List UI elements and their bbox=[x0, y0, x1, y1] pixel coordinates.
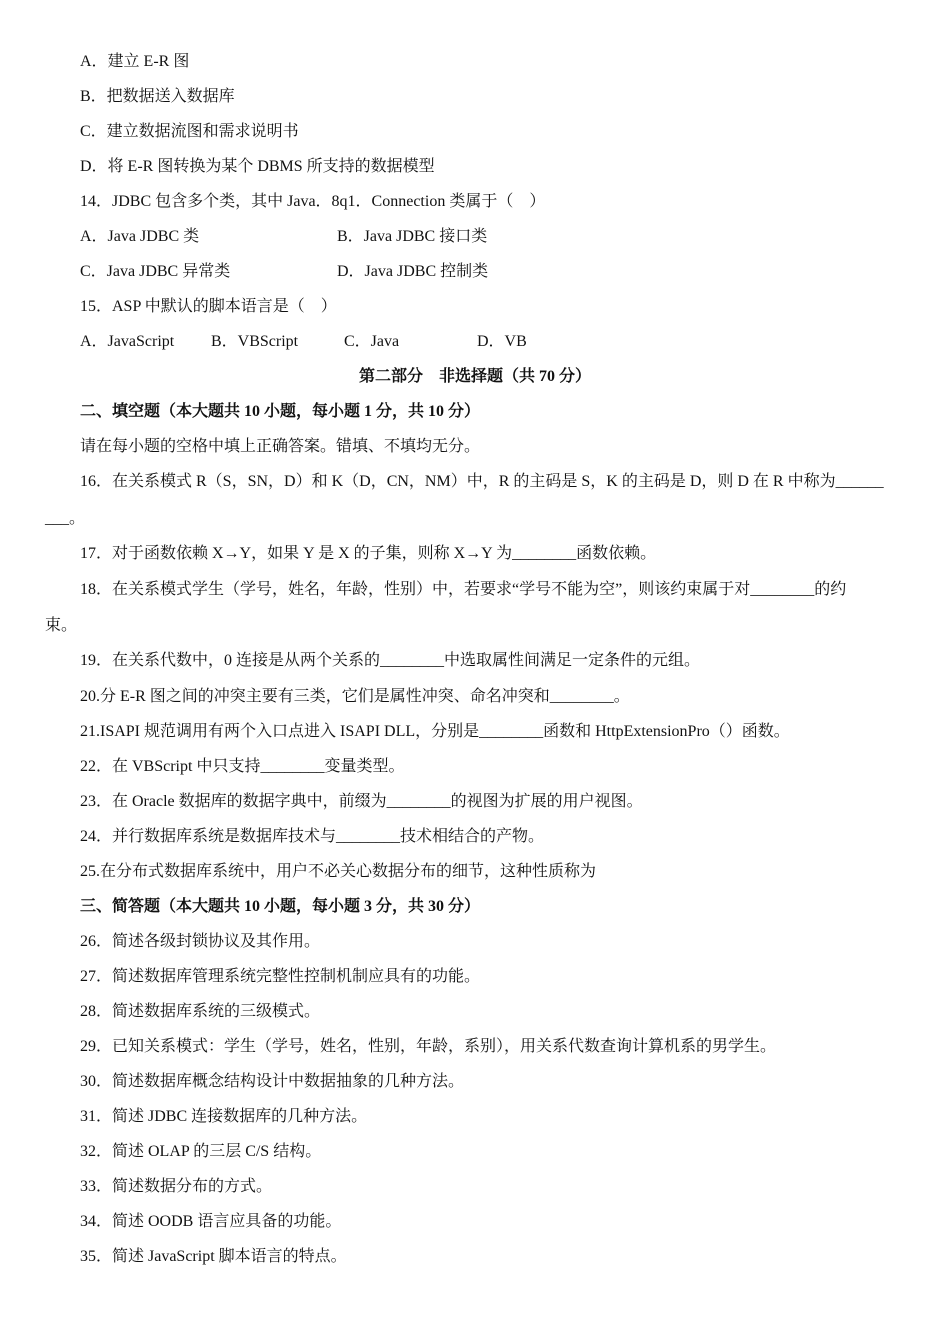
q20: 20.分 E-R 图之间的冲突主要有三类，它们是属性冲突、命名冲突和________。 bbox=[80, 688, 630, 705]
q30: 30．简述数据库概念结构设计中数据抽象的几种方法。 bbox=[80, 1073, 465, 1090]
q32: 32．简述 OLAP 的三层 C/S 结构。 bbox=[80, 1143, 322, 1160]
q18-line-1: 18．在关系模式学生（学号，姓名，年龄，性别）中，若要求“学号不能为空”，则该约束属于对________的约 bbox=[80, 581, 847, 598]
section-3-heading: 三、简答题（本大题共 10 小题，每小题 3 分，共 30 分） bbox=[80, 898, 481, 915]
q14-option-c: C．Java JDBC 异常类 bbox=[80, 263, 231, 280]
q23: 23．在 Oracle 数据库的数据字典中，前缀为________的视图为扩展的用户视图。 bbox=[80, 793, 643, 810]
q14-stem: 14．JDBC 包含多个类，其中 Java．8q1．Connection 类属于（ ） bbox=[80, 193, 546, 210]
q18-line-2: 束。 bbox=[45, 617, 78, 634]
q33: 33．简述数据分布的方式。 bbox=[80, 1178, 273, 1195]
q35: 35．简述 JavaScript 脚本语言的特点。 bbox=[80, 1248, 347, 1265]
q21: 21.ISAPI 规范调用有两个入口点进入 ISAPI DLL，分别是________函数和 HttpExtensionPro（）函数。 bbox=[80, 723, 790, 740]
q14-option-b: B．Java JDBC 接口类 bbox=[337, 228, 488, 245]
q16-line-2: ___。 bbox=[45, 510, 86, 527]
q14-option-d: D．Java JDBC 控制类 bbox=[337, 263, 489, 280]
q15-option-a: A．JavaScript bbox=[80, 333, 175, 350]
section-2-heading: 二、填空题（本大题共 10 小题，每小题 1 分，共 10 分） bbox=[80, 403, 481, 420]
q15-stem: 15．ASP 中默认的脚本语言是（ ） bbox=[80, 298, 337, 315]
q22: 22．在 VBScript 中只支持________变量类型。 bbox=[80, 758, 405, 775]
q15-option-b: B．VBScript bbox=[211, 333, 299, 350]
q13-option-c: C．建立数据流图和需求说明书 bbox=[80, 123, 299, 140]
q14-options-row-1 bbox=[80, 226, 905, 248]
q26: 26．简述各级封锁协议及其作用。 bbox=[80, 933, 321, 950]
q15-option-d: D．VB bbox=[477, 333, 527, 350]
q13-option-d: D．将 E-R 图转换为某个 DBMS 所支持的数据模型 bbox=[80, 158, 435, 175]
q14-options-row-2 bbox=[80, 261, 905, 283]
q15-option-c: C．Java bbox=[344, 333, 400, 350]
q17: 17．对于函数依赖 X→Y，如果 Y 是 X 的子集，则称 X→Y 为________函数依赖。 bbox=[80, 545, 657, 562]
q13-option-b: B．把数据送入数据库 bbox=[80, 88, 235, 105]
section-2-instruction: 请在每小题的空格中填上正确答案。错填、不填均无分。 bbox=[80, 438, 481, 455]
q29: 29．已知关系模式：学生（学号，姓名，性别，年龄，系别），用关系代数查询计算机系的男学生。 bbox=[80, 1038, 777, 1055]
q13-option-a: A．建立 E-R 图 bbox=[80, 53, 190, 70]
q27: 27．简述数据库管理系统完整性控制机制应具有的功能。 bbox=[80, 968, 481, 985]
q16-line-1: 16．在关系模式 R（S，SN，D）和 K（D，CN，NM）中，R 的主码是 S，K 的主码是 D，则 D 在 R 中称为______ bbox=[80, 473, 884, 490]
q31: 31．简述 JDBC 连接数据库的几种方法。 bbox=[80, 1108, 368, 1125]
q25: 25.在分布式数据库系统中，用户不必关心数据分布的细节，这种性质称为 bbox=[80, 863, 597, 880]
q15-options-row bbox=[80, 331, 905, 353]
q28: 28．简述数据库系统的三级模式。 bbox=[80, 1003, 321, 1020]
q14-option-a: A．Java JDBC 类 bbox=[80, 228, 200, 245]
q19: 19．在关系代数中，0 连接是从两个关系的________中选取属性间满足一定条件的元组。 bbox=[80, 652, 701, 669]
q34: 34．简述 OODB 语言应具备的功能。 bbox=[80, 1213, 342, 1230]
part-two-title: 第二部分 非选择题（共 70 分） bbox=[358, 368, 591, 385]
q24: 24．并行数据库系统是数据库技术与________技术相结合的产物。 bbox=[80, 828, 545, 845]
